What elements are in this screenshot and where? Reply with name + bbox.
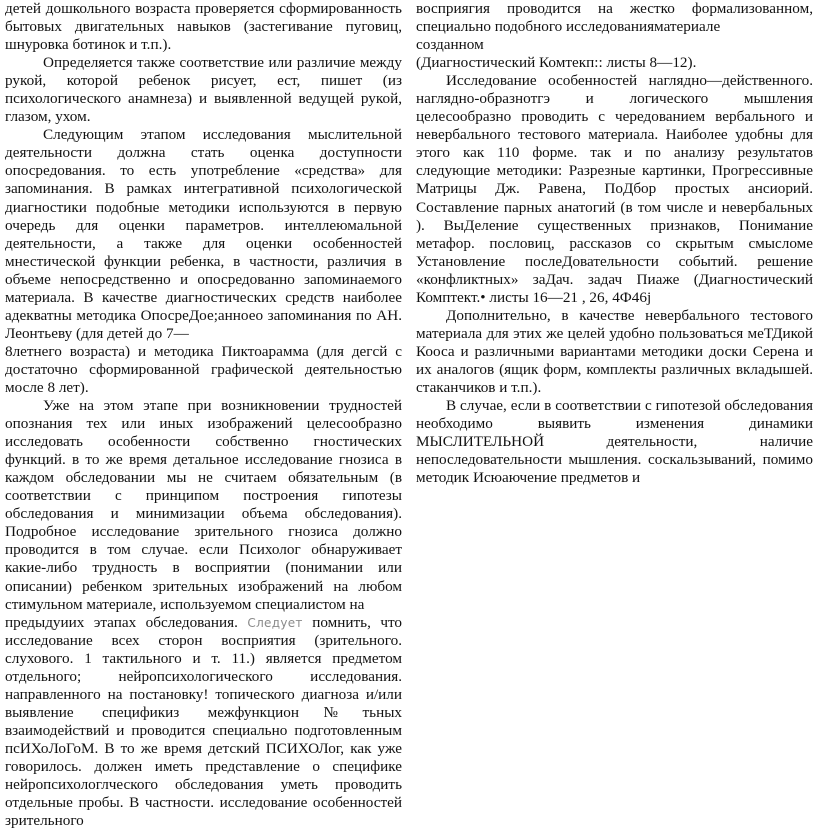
left-paragraph-4b-end: помнить, что [312,613,403,631]
left-paragraph-4b-start: предыдуиих этапах обследования. [5,613,238,631]
faded-word: Следует [247,615,303,630]
left-paragraph-4a: Уже на этом этапе при возникновении трудностей опознания тех или иных изображений целесообразно исследовать особенности собственно гностических функций. в то же время детальное исследование гнозиса в каждом обследовании мы не считаем обязательным (в соответствии с принципом построения гипотезы обследования и минимизации объема обследования). Подробное исследование зрительного гнозиса должно проводится в том случае. если Психолог обнаруживает какие-либо трудность в восприятии (понимании или описании) ребенком зрительных изображений на любом стимульном материале, используемом специалистом на [5,397,402,613]
left-paragraph-1: детей дошкольного возраста проверяется сформированность бытовых двигательных навыков (застегивание пуговиц, шнуровка ботинок и т.п.). [5,0,402,54]
left-paragraph-3b: 8летнего возраста) и методика Пиктоарамма (для дегсй с достаточно сформированной графической деятельностью мосле 8 лет). [5,342,402,396]
right-paragraph-5: Дополнительно, в качестве невербального тестового материала для этих же целей удобно пользоваться меТДикой Кооса и различными вариантами методики доски Серена и их аналогов (ящик форм, комплекты различных вкладышей. стаканчиков и т.п.). [416,306,813,396]
right-paragraph-3: (Диагностический Комтекп:: листы 8—12). [416,54,697,72]
left-paragraph-4c: исследование всех сторон восприятия (зрительного. слухового. 1 тактильного и т. 11.) является предметом отдельного; нейропсихологического исследования. направленного на постановку! топического диагноза и/или выявление спецификиз межфункцион№тьных взаимодействий и проводится специально подготовленным псИХоЛоГоМ. В то же время детский ПСИХОЛог, как уже говорилось. должен иметь представление о специфике нейропсихологлческого обследования уметь проводить отдельные пробы. В частности. исследование особенностей зрительного [5,631,402,830]
right-paragraph-2: созданном [416,36,484,54]
right-paragraph-1: восприягия проводится на жестко формализованном, специально подобного исследованияматериале [416,0,813,36]
right-paragraph-4: Исследование особенностей наглядно—действенного. наглядно-образнотгэ и логического мышления целесообразно проводить с чередованием вербального и невербального тестового материала. Наиболее удобны для этого как 110 форме. так и по анализу результатов следующие методики: Разрезные картинки, Прогрессивные Матрицы Дж. Равена, ПоДбор простых ансиорий. Составление парных анатогий (в том числе и невербальных ). ВыДеление существенных признаков, Понимание метафор. пословиц, рассказов со скрытым смысломе Установление послеДовательности событий. решение «конфликтных» заДач. задач Пиаже (Диагностический Комптект.• листы 16—21 , 26, 4Ф46j [416,72,813,306]
right-text-column [416,0,813,487]
left-paragraph-2: Определяется также соответствие или различие между рукой, которой ребенок рисует, ест, пишет (из психологического анамнеза) и выявленной ведущей рукой, глазом, ухом. [5,54,402,126]
left-text-column [5,0,402,830]
left-paragraph-3a: Следующим этапом исследования мыслительной деятельности должна стать оценка доступности опосредования. то есть употребление «средства» для запоминания. В рамках интегративной психологической диагностики подобные методики используются в первую очередь для оценки параметров. интеллеюмальной деятельности, а также для оценки особенностей мнестической функции ребенка, в частности, различия в объеме непосредственно и опосредованно запоминаемого материала. В качестве диагностических средств наиболее адекватны методика ОпосреДое;анноео запоминания по АН. Леонтьеву (для детей до 7— [5,126,402,342]
left-paragraph-4b [5,614,402,632]
right-paragraph-6: В случае, если в соответствии с гипотезой обследования необходимо выявить изменения динамики МЫСЛИТЕЛЬНОЙ деятельности, наличие непоследовательности мышления. соскальзываний, помимо методик Исюаючение предметов и [416,397,813,487]
